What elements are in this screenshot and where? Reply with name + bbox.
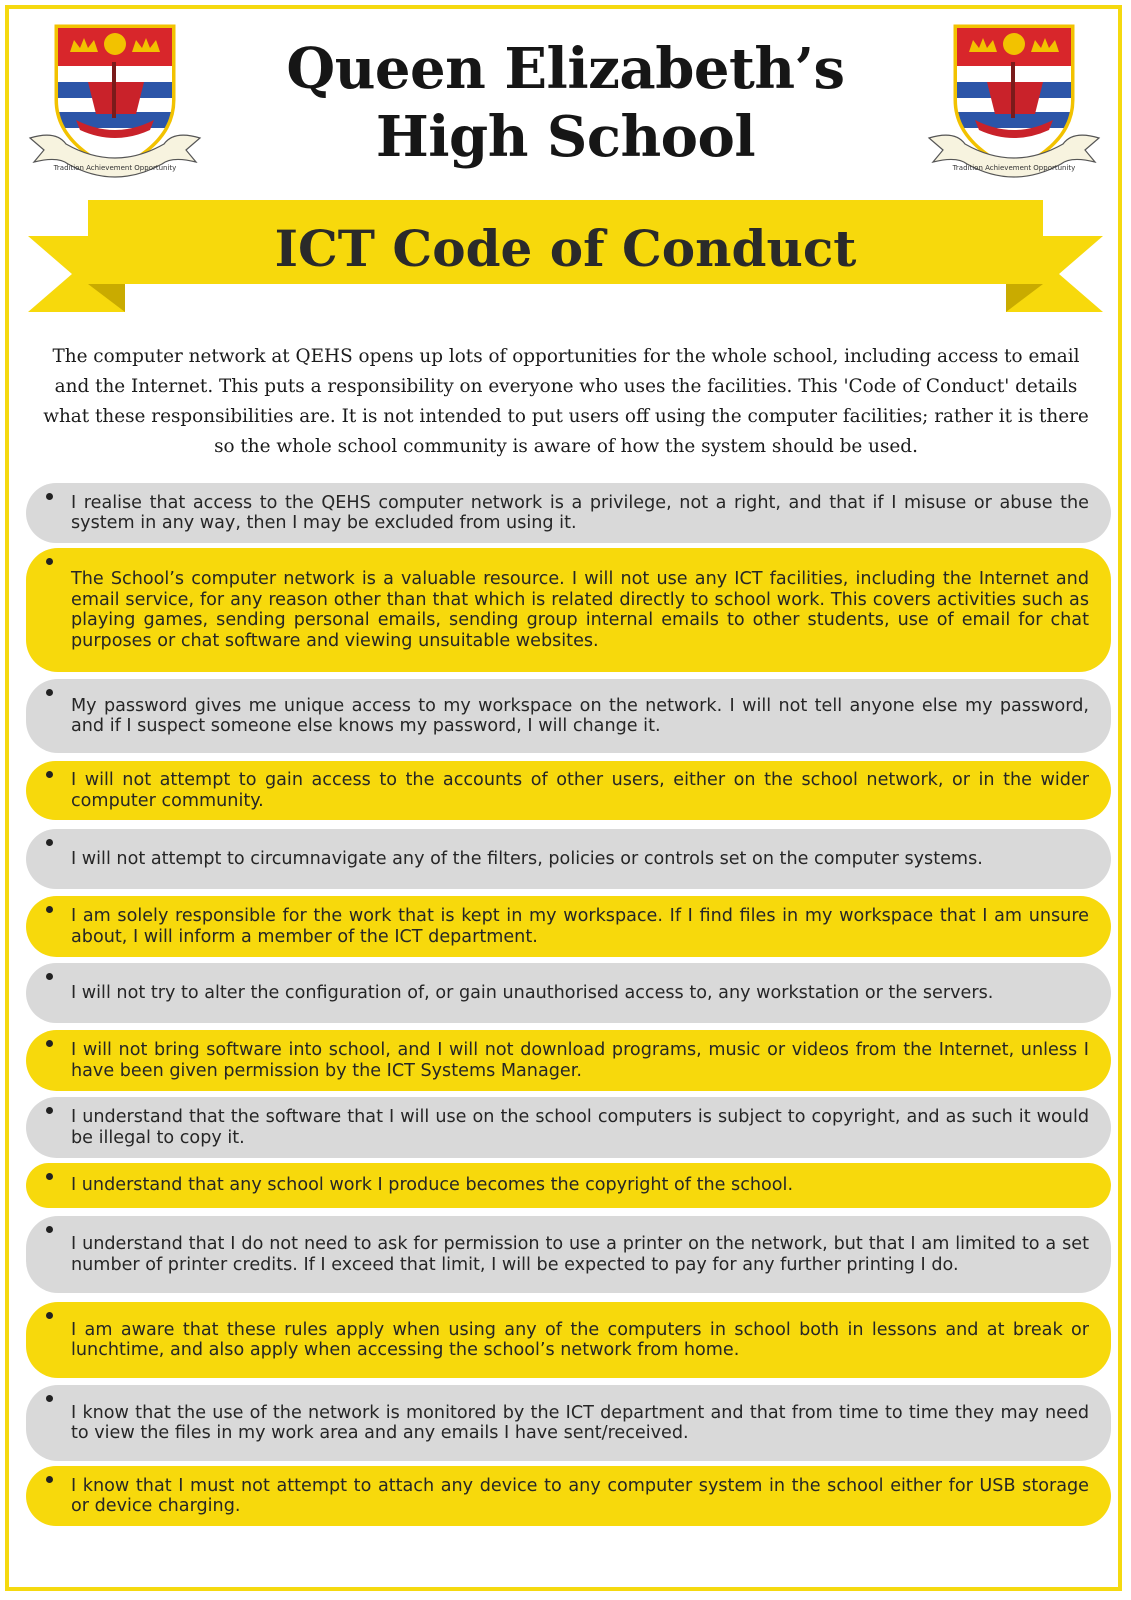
rule-text: I am aware that these rules apply when using any of the computers in school both in lessons and at break or lunchtime, and also apply when accessing the school’s network from home. — [71, 1319, 1089, 1360]
rule-item — [26, 679, 1111, 753]
rule-text: I understand that I do not need to ask for permission to use a printer on the network, but that I am limited to a set number of printer credits. If I exceed that limit, I will be expected to pay for any further printing I do. — [71, 1234, 1089, 1275]
rule-text: I know that the use of the network is monitored by the ICT department and that from time to time they may need to view the files in my work area and any emails I have sent/received. — [71, 1402, 1089, 1443]
rule-item — [26, 1097, 1111, 1158]
rule-item — [26, 1163, 1111, 1208]
intro-paragraph: The computer network at QEHS opens up lots of opportunities for the whole school, including access to email and the Internet. This puts a responsibility on everyone who uses the facilities. This 'Code of Conduct' details what these responsibilities are. It is not intended to put users off using the computer facilities; rather it is there so the whole school community is aware of how the system should be used. — [43, 346, 1089, 457]
bullet — [46, 906, 53, 913]
rule-text: I will not bring software into school, and I will not download programs, music or videos from the Internet, unless I have been given permission by the ICT Systems Manager. — [71, 1040, 1089, 1081]
rule-text: I will not attempt to circumnavigate any of the filters, policies or controls set on the computer systems. — [71, 848, 983, 869]
rule-text: I know that I must not attempt to attach any device to any computer system in the school either for USB storage or device charging. — [71, 1475, 1089, 1516]
rule-text: The School’s computer network is a valuable resource. I will not use any ICT facilities, including the Internet and email service, for any reason other than that which is related directly to school work. This covers activities such as playing games, sending personal emails, sending group internal emails to other students, use of email for chat purposes or chat software and viewing unsuitable websites. — [71, 569, 1089, 651]
crest-motto-right: Tradition Achievement Opportunity — [952, 164, 1076, 172]
bullet — [46, 771, 53, 778]
bullet — [46, 1107, 53, 1114]
bullet — [46, 558, 53, 565]
rule-text: I realise that access to the QEHS computer network is a privilege, not a right, and that if I misuse or abuse the system in any way, then I may be excluded from using it. — [71, 492, 1089, 533]
rule-text: I understand that the software that I will use on the school computers is subject to copyright, and as such it would be illegal to copy it. — [71, 1107, 1089, 1148]
school-crest-left — [26, 22, 204, 182]
bullet — [46, 1476, 53, 1483]
bullet — [46, 689, 53, 696]
rule-item — [26, 548, 1111, 672]
rule-text: I will not attempt to gain access to the accounts of other users, either on the school network, or in the wider computer community. — [71, 770, 1089, 811]
rule-item — [26, 1466, 1111, 1526]
rule-item — [26, 761, 1111, 820]
rule-item — [26, 1302, 1111, 1378]
rule-text: My password gives me unique access to my workspace on the network. I will not tell anyone else my password, and if I suspect someone else knows my password, I will change it. — [71, 695, 1089, 736]
school-name-line2: High School — [375, 104, 756, 170]
bullet — [46, 1312, 53, 1319]
rule-text: I understand that any school work I produce becomes the copyright of the school. — [71, 1175, 794, 1196]
bullet — [46, 1173, 53, 1180]
ribbon-title: ICT Code of Conduct — [274, 219, 857, 278]
rule-text: I will not try to alter the configuration of, or gain unauthorised access to, any workstation or the servers. — [71, 982, 994, 1003]
bullet — [46, 1040, 53, 1047]
rule-item — [26, 483, 1111, 543]
rule-item — [26, 963, 1111, 1023]
rule-item — [26, 1216, 1111, 1293]
bullet — [46, 1395, 53, 1402]
rule-item — [26, 1030, 1111, 1091]
rule-text: I am solely responsible for the work that is kept in my workspace. If I find files in my workspace that I am unsure about, I will inform a member of the ICT department. — [71, 906, 1089, 947]
school-name-line1: Queen Elizabeth’s — [286, 36, 845, 102]
school-crest-right — [925, 22, 1103, 182]
rule-item — [26, 1385, 1111, 1461]
rule-item — [26, 896, 1111, 957]
bullet — [46, 839, 53, 846]
bullet — [46, 493, 53, 500]
crest-motto-left: Tradition Achievement Opportunity — [53, 164, 177, 172]
bullet — [46, 973, 53, 980]
rule-item — [26, 829, 1111, 889]
bullet — [46, 1226, 53, 1233]
